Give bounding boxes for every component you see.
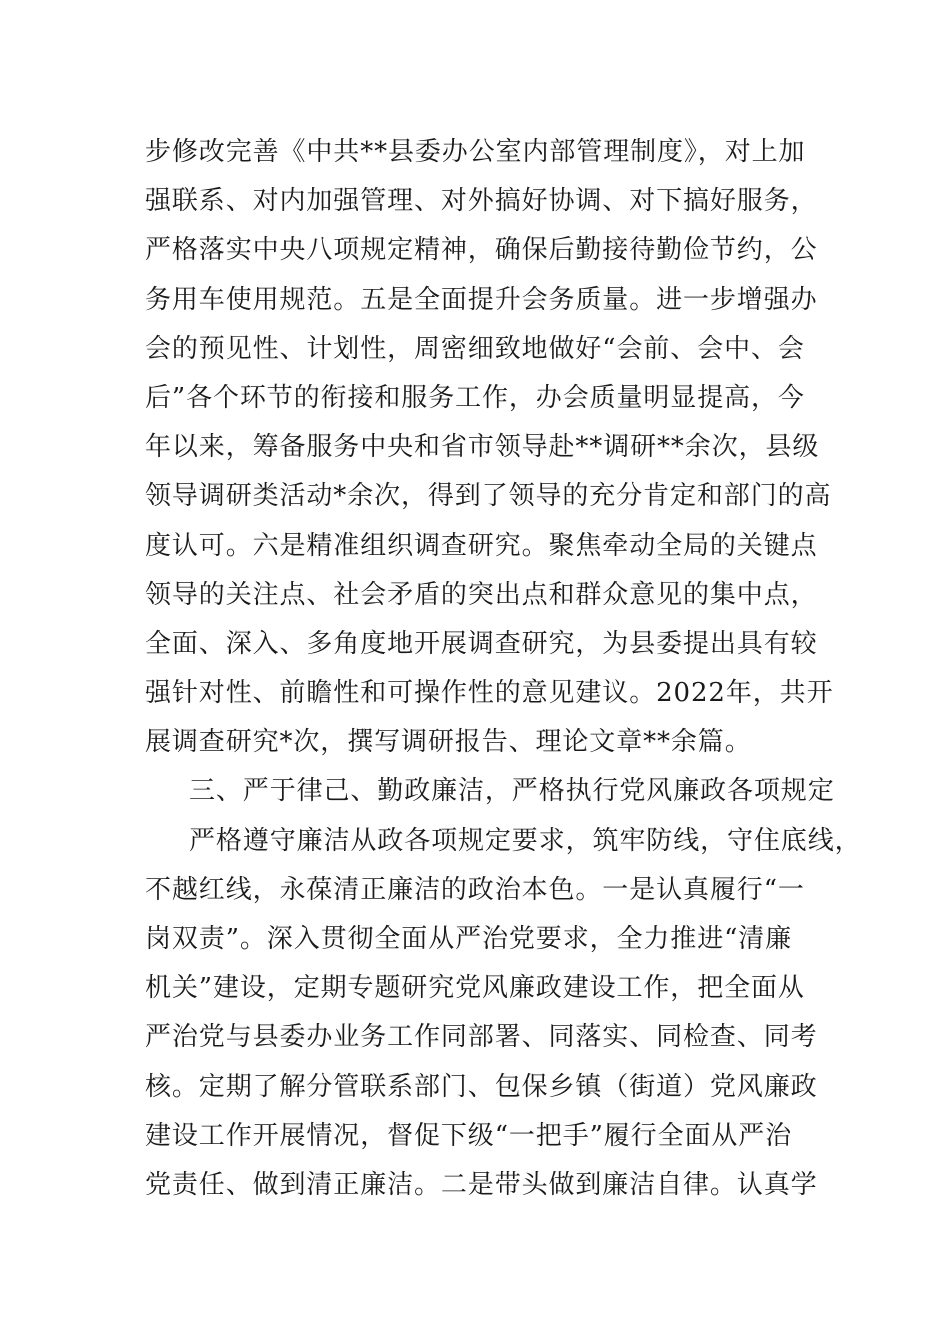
text-line: 全面、深入、多角度地开展调查研究，为县委提出具有较: [145, 628, 818, 659]
text-line: 机关”建设，定期专题研究党风廉政建设工作，把全面从: [145, 973, 805, 1004]
text-line: 展调查研究*次，撰写调研报告、理论文章**余篇。: [145, 727, 752, 758]
text-line: 后”各个环节的衔接和服务工作，办会质量明显提高，今: [145, 382, 805, 413]
text-line: 建设工作开展情况，督促下级“一把手”履行全面从严治: [145, 1120, 793, 1151]
text-line: 领导调研类活动*余次，得到了领导的充分肯定和部门的高: [145, 481, 832, 512]
text-line: 强针对性、前瞻性和可操作性的意见建议。2022年，共开: [145, 678, 834, 709]
paragraph-first-line: 严格遵守廉洁从政各项规定要求，筑牢防线，守住底线，: [189, 825, 862, 856]
section-heading: 三、严于律己、勤政廉洁，严格执行党风廉政各项规定: [189, 776, 835, 807]
text-line: 岗双责”。深入贯彻全面从严治党要求，全力推进“清廉: [145, 924, 793, 954]
text-line: 度认可。六是精准组织调查研究。聚焦牵动全局的关键点: [145, 530, 818, 561]
text-line: 步修改完善《中共**县委办公室内部管理制度》，对上加: [145, 137, 806, 167]
text-line: 党责任、做到清正廉洁。二是带头做到廉洁自律。认真学: [145, 1169, 818, 1200]
text-line: 强联系、对内加强管理、对外搞好协调、对下搞好服务，: [145, 186, 818, 217]
text-line: 不越红线，永葆清正廉洁的政治本色。一是认真履行“一: [145, 874, 805, 905]
text-line: 核。定期了解分管联系部门、包保乡镇（街道）党风廉政: [145, 1071, 818, 1102]
text-line: 严治党与县委办业务工作同部署、同落实、同检查、同考: [145, 1022, 818, 1053]
text-line: 务用车使用规范。五是全面提升会务质量。进一步增强办: [145, 284, 818, 315]
text-line: 严格落实中央八项规定精神，确保后勤接待勤俭节约，公: [145, 235, 818, 266]
text-line: 年以来，筹备服务中央和省市领导赴**调研**余次，县级: [145, 432, 820, 463]
body-text: [145, 128, 862, 1210]
text-line: 会的预见性、计划性，周密细致地做好“会前、会中、会: [145, 333, 805, 364]
text-line: 领导的关注点、社会矛盾的突出点和群众意见的集中点，: [145, 579, 818, 610]
